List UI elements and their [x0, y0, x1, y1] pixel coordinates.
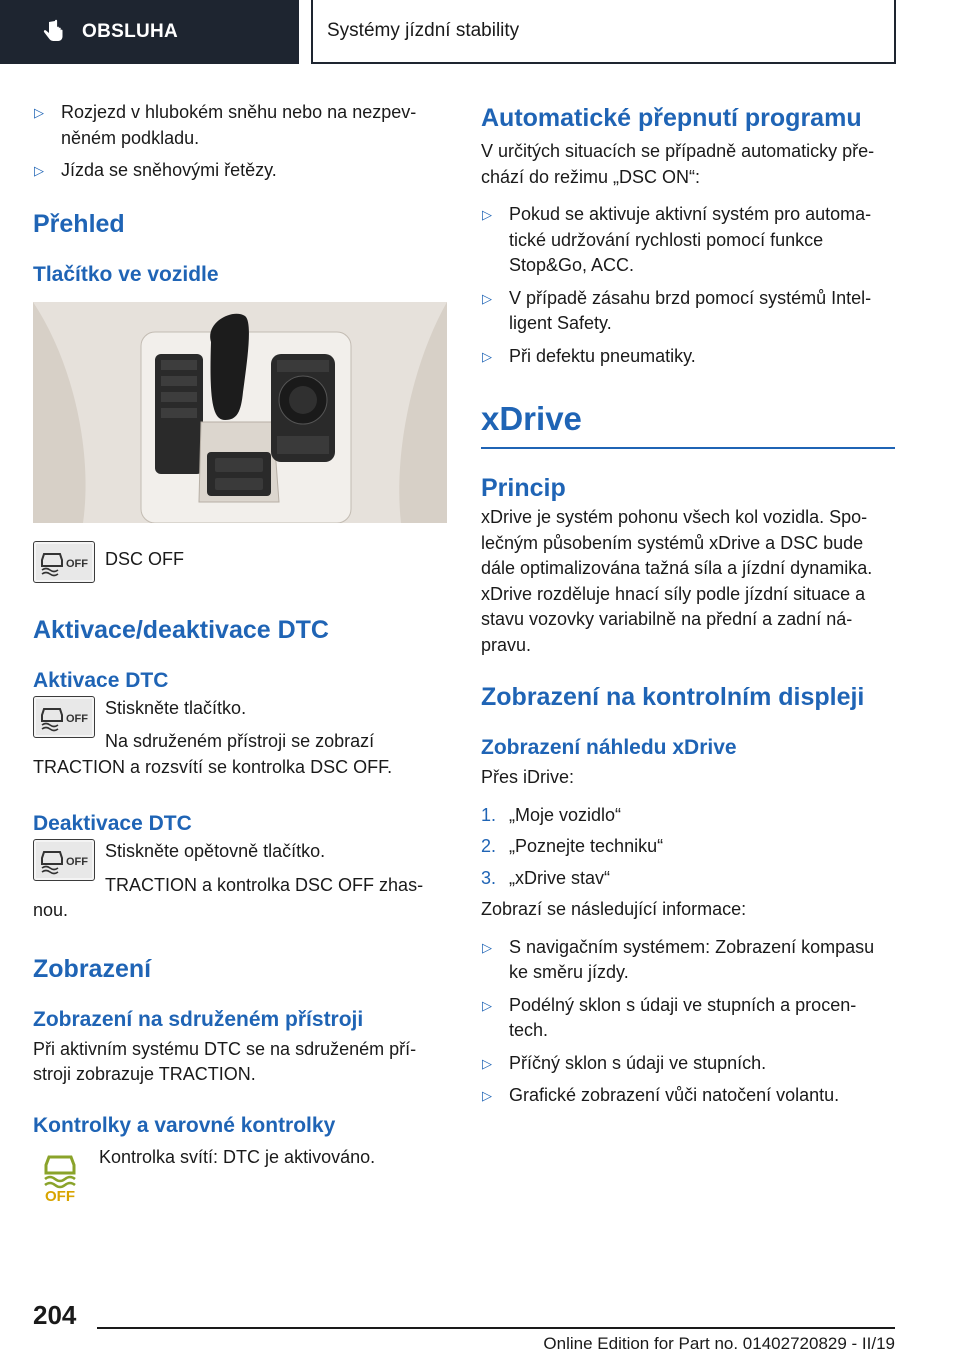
- dtc-warning-lamp-icon: [33, 1147, 89, 1203]
- chapter-label: Systémy jízdní stability: [327, 20, 520, 41]
- heading-zobrazeni: Zobrazení: [33, 954, 152, 983]
- chapter-tab: [311, 0, 896, 64]
- info-bullet-list: [481, 935, 895, 1109]
- deaktivace-text-1: Stiskněte opětovně tlačítko.: [105, 841, 326, 861]
- step-item: [481, 834, 895, 860]
- step-number: 1.: [481, 804, 497, 825]
- pres-idrive-text: Přes iDrive:: [481, 767, 575, 787]
- step-text: „Moje vozidlo“: [509, 804, 622, 825]
- edition-text: Online Edition for Part no. 01402720829 - II/19: [543, 1334, 895, 1353]
- section-tab: [0, 0, 299, 64]
- page-header: [0, 0, 960, 66]
- left-column: [33, 100, 447, 1203]
- auto-bullet-list: [481, 202, 895, 369]
- deaktivace-text-2: TRACTION a kontrolka DSC OFF zhas‐: [105, 874, 424, 895]
- info-intro: Zobrazí se následující informace:: [481, 899, 747, 919]
- section-label: OBSLUHA: [82, 21, 179, 42]
- console-photo: [33, 302, 447, 523]
- dsc-off-icon[interactable]: [33, 696, 95, 738]
- heading-aktivace: Aktivace DTC: [33, 668, 169, 692]
- svg-text:OFF: OFF: [45, 1187, 75, 1203]
- right-column: [481, 103, 895, 1116]
- heading-princip: Princip: [481, 474, 566, 502]
- svg-text:OFF: OFF: [66, 856, 88, 868]
- page-number: 204: [33, 1300, 77, 1330]
- list-item: ▷ Jízda se sněhovými řetězy.: [33, 158, 447, 184]
- svg-text:OFF: OFF: [66, 712, 88, 725]
- console-illustration: [33, 302, 447, 523]
- princip-text: xDrive je systém pohonu všech kol vozidla. Spo‐lečným působením systémů xDrive a DSC bude dále optimalizována tažná síla a jízdní dynamika. xDrive rozděluje hnací síly podle jízdní situace a stavu vozovky variabilně na přední a zadní ná‐pravu.: [481, 507, 873, 655]
- hand-pointer-icon: [40, 19, 66, 45]
- heading-nahled: Zobrazení náhledu xDrive: [481, 736, 737, 759]
- list-item: ▷ Rozjezd v hlubokém sněhu nebo na nezpev‐něném podkladu.: [33, 100, 447, 151]
- dsc-off-icon[interactable]: [33, 541, 95, 583]
- heading-zobrazeni-pristroj: Zobrazení na sdruženém přístroji: [33, 1007, 364, 1031]
- footer-rule: [97, 1327, 895, 1329]
- svg-text:OFF: OFF: [66, 557, 88, 570]
- zobrazeni-text: Při aktivním systému DTC se na sdruženém pří‐stroji zobrazuje TRACTION.: [33, 1038, 417, 1084]
- step-item: [481, 803, 895, 829]
- dsc-off-row: [33, 541, 447, 583]
- heading-displej: Zobrazení na kontrolním displeji: [481, 683, 865, 711]
- kontrolka-row: [33, 1147, 447, 1203]
- aktivace-text-3: TRACTION a rozsvítí se kontrolka DSC OFF.: [33, 756, 393, 777]
- list-item: ▷ Pokud se aktivuje aktivní systém pro automa‐tické udržování rychlosti pomocí funkce Stop&Go, ACC.: [481, 202, 895, 279]
- list-item: ▷ Grafické zobrazení vůči natočení volantu.: [481, 1083, 895, 1109]
- list-item: ▷ Při defektu pneumatiky.: [481, 344, 895, 370]
- step-text: „xDrive stav“: [509, 867, 611, 888]
- list-item: ▷ V případě zásahu brzd pomocí systémů Intel‐ligent Safety.: [481, 286, 895, 337]
- step-number: 3.: [481, 867, 497, 888]
- heading-auto: Automatické přepnutí programu: [481, 104, 862, 132]
- dsc-off-label: DSC OFF: [105, 548, 184, 569]
- step-number: 2.: [481, 836, 497, 856]
- steps-list: [481, 803, 895, 892]
- list-item: ▷ Podélný sklon s údaji ve stupních a procen‐tech.: [481, 993, 895, 1044]
- deaktivace-text-3: nou.: [33, 900, 69, 920]
- step-text: „Poznejte techniku“: [509, 836, 664, 856]
- aktivace-row: [33, 696, 447, 755]
- kontrolka-text: Kontrolka svítí: DTC je aktivováno.: [99, 1146, 376, 1167]
- auto-text: V určitých situacích se případně automaticky pře‐chází do režimu „DSC ON“:: [481, 141, 875, 187]
- aktivace-text-1: Stiskněte tlačítko.: [105, 697, 247, 718]
- dsc-off-icon[interactable]: [33, 839, 95, 881]
- list-item: ▷ Příčný sklon s údaji ve stupních.: [481, 1051, 895, 1077]
- heading-prehled: Přehled: [33, 209, 125, 238]
- heading-tlacitko: Tlačítko ve vozidle: [33, 262, 219, 286]
- heading-aktivace-deaktivace: Aktivace/deaktivace DTC: [33, 615, 329, 644]
- heading-kontrolky: Kontrolky a varovné kontrolky: [33, 1113, 336, 1137]
- step-item: [481, 866, 895, 892]
- heading-xdrive: xDrive: [481, 399, 895, 449]
- list-item: ▷ S navigačním systémem: Zobrazení kompasu ke směru jízdy.: [481, 935, 895, 986]
- heading-deaktivace: Deaktivace DTC: [33, 812, 192, 835]
- deaktivace-row: [33, 839, 447, 898]
- top-bullet-list: [33, 100, 447, 184]
- aktivace-text-2: Na sdruženém přístroji se zobrazí: [105, 731, 375, 751]
